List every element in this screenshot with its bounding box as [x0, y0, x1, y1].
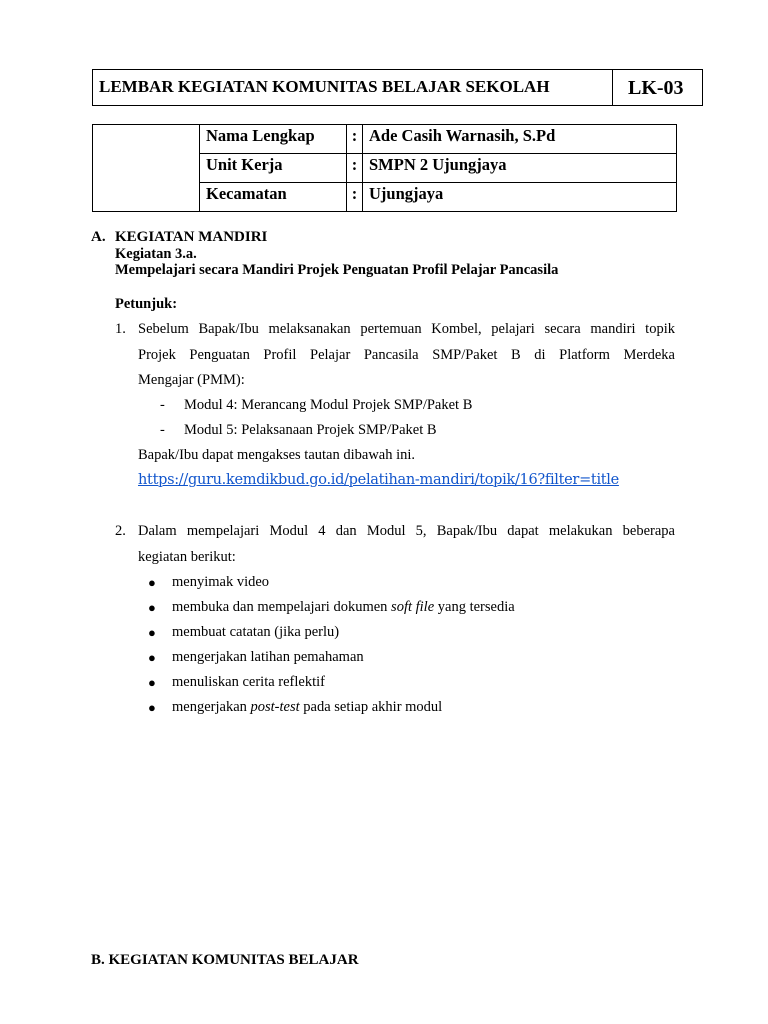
identity-label: Unit Kerja [200, 154, 347, 183]
identity-label: Kecamatan [200, 183, 347, 212]
item1-number: 1. [115, 321, 126, 337]
access-text: Bapak/Ibu dapat mengakses tautan dibawah ini. [138, 447, 416, 463]
section-a-title: KEGIATAN MANDIRI [115, 229, 268, 245]
activity-bullet: membuka dan mempelajari dokumen soft file yang tersedia [172, 599, 515, 615]
item2-number: 2. [115, 523, 126, 539]
item2-line: kegiatan berikut: [138, 549, 236, 565]
item1-line: Projek Penguatan Profil Pelajar Pancasila SMP/Paket B di Platform Merdeka [138, 347, 675, 363]
pmm-link[interactable]: https://guru.kemdikbud.go.id/pelatihan-mandiri/topik/16?filter=title [138, 472, 619, 488]
module-dash: - [160, 397, 165, 413]
activity-number: Kegiatan 3.a. [115, 246, 197, 262]
document-code: LK-03 [628, 77, 684, 99]
identity-value-name: Ade Casih Warnasih, S.Pd [363, 125, 677, 154]
item1-line: Sebelum Bapak/Ibu melaksanakan pertemuan Kombel, pelajari secara mandiri topik [138, 321, 675, 337]
activity-bullet: mengerjakan latihan pemahaman [172, 649, 364, 665]
identity-value-unit: SMPN 2 Ujungjaya [363, 154, 677, 183]
bullet-icon: ● [148, 625, 156, 640]
activity-bullet: menuliskan cerita reflektif [172, 674, 325, 690]
bullet-icon: ● [148, 700, 156, 715]
bullet-icon: ● [148, 575, 156, 590]
activity-bullet: mengerjakan post-test pada setiap akhir modul [172, 699, 443, 715]
identity-label: Nama Lengkap [200, 125, 347, 154]
bullet-icon: ● [148, 650, 156, 665]
identity-colon: : [347, 125, 363, 154]
identity-blank-cell [93, 125, 200, 212]
activity-subtitle: Mempelajari secara Mandiri Projek Penguatan Profil Pelajar Pancasila [115, 262, 559, 278]
section-b-title: B. KEGIATAN KOMUNITAS BELAJAR [91, 952, 359, 968]
module-item: Modul 4: Merancang Modul Projek SMP/Paket B [184, 397, 473, 413]
document-title: LEMBAR KEGIATAN KOMUNITAS BELAJAR SEKOLAH [99, 77, 550, 96]
header-divider [612, 69, 613, 106]
identity-table [92, 124, 677, 212]
bullet-icon: ● [148, 675, 156, 690]
module-dash: - [160, 422, 165, 438]
activity-bullet: membuat catatan (jika perlu) [172, 624, 340, 640]
item1-line: Mengajar (PMM): [138, 372, 245, 388]
bullet-icon: ● [148, 600, 156, 615]
section-a-marker: A. [91, 229, 106, 245]
identity-value-district: Ujungjaya [363, 183, 677, 212]
module-item: Modul 5: Pelaksanaan Projek SMP/Paket B [184, 422, 437, 438]
activity-bullet: menyimak video [172, 574, 270, 590]
item2-line: Dalam mempelajari Modul 4 dan Modul 5, Bapak/Ibu dapat melakukan beberapa [138, 523, 675, 539]
instructions-label: Petunjuk: [115, 296, 178, 312]
identity-colon: : [347, 183, 363, 212]
identity-row-name [93, 125, 677, 154]
identity-colon: : [347, 154, 363, 183]
